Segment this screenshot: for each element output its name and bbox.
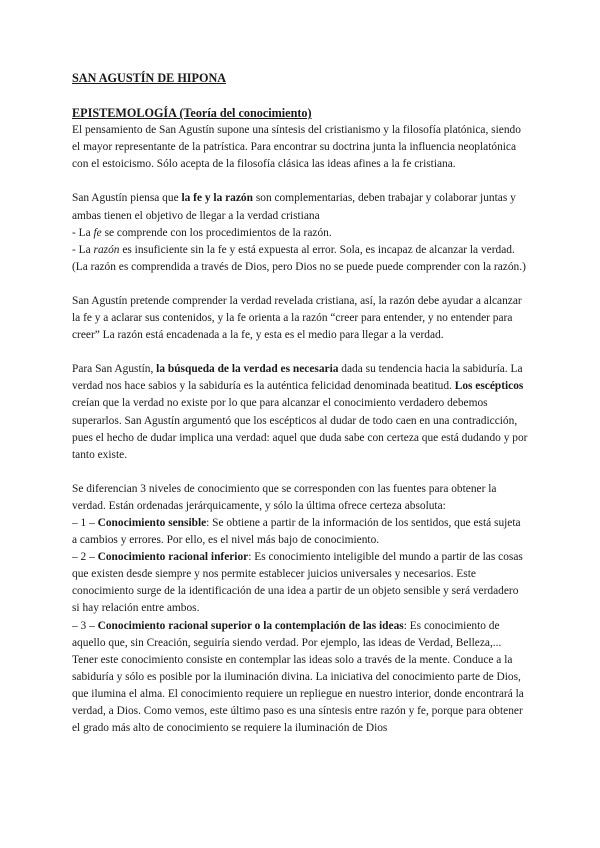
document-title: SAN AGUSTÍN DE HIPONA <box>72 71 227 85</box>
text-run: – 2 – <box>72 551 98 564</box>
text-run: dada su tendencia hacia la sabiduría. La verdad nos hace sabios y la sabiduría es la auténtica felicidad denominada beatitud. <box>72 363 523 393</box>
paragraph-reason-item <box>72 242 528 276</box>
text-run: : Es conocimiento de aquello que, sin Creación, seguiría siendo verdad. Por ejemplo, las ideas de Verdad, Belleza,... Tener este conocimiento consiste en contemplar las ideas solo a través de la mente. Conduce a la sabiduría y sólo es posible por la iluminación divina. La iniciativa del conocimiento parte de Dios, que ilumina el alma. El conocimiento requiere un repliegue en nuestro interior, donde encontrará la verdad, a Dios. Como vemos, este último paso es una síntesis entre razón y fe, porque para obtener el grado más alto de conocimiento se requiere la iluminación de Dios <box>72 619 524 735</box>
text-run: se comprende con los procedimientos de la razón. <box>101 226 332 239</box>
paragraph-faith-item <box>72 225 528 242</box>
paragraph-revealed-truth: San Agustín pretende comprender la verdad revelada cristiana, así, la razón debe ayudar a alcanzar la fe y a aclarar sus contenidos, y la fe orienta a la razón “creer para entender, y no entender para creer” La razón está encadenada a la fe, y esta es el medio para llegar a la verdad. <box>72 294 522 342</box>
paragraph-gap <box>72 344 528 361</box>
text-run: - La <box>72 226 94 239</box>
text-run: : Se obtiene a partir de la información de los sentidos, que está sujeta a cambios y errores. Por ello, es el nivel más bajo de conocimiento. <box>72 516 521 547</box>
text-run: creían que la verdad no existe por lo que para alcanzar el conocimiento verdadero debemos superarlos. San Agustín argumentó que los escépticos al dudar de todo caen en una contradicción, pues el hecho de dudar implica una verdad: aquel que duda sabe con certeza que está dudando y por tanto existe. <box>72 397 528 461</box>
paragraph-intro: El pensamiento de San Agustín supone una síntesis del cristianismo y la filosofía platónica, siendo el mayor representante de la patrística. Para encontrar su doctrina junta la influencia neoplatónica con el estoicismo. Sólo acepta de la filosofía clásica las ideas afines a la fe cristiana. <box>72 124 521 171</box>
bold-text: Conocimiento racional inferior <box>97 551 249 564</box>
paragraph-search-truth <box>72 361 528 464</box>
section-heading: EPISTEMOLOGÍA (Teoría del conocimiento) <box>72 106 312 121</box>
text-run: es insuficiente sin la fe y está expuesta al error. Sola, es incapaz de alcanzar la verdad. (La razón es comprendida a través de Dios, pero Dios no se puede puede comprender con la razón.) <box>72 243 526 273</box>
italic-text: razón <box>93 243 120 256</box>
paragraph-faith-reason <box>72 190 528 224</box>
bold-text: Conocimiento sensible <box>97 516 207 529</box>
bold-text: la búsqueda de la verdad es necesaria <box>156 363 339 376</box>
text-run: son complementarias, deben trabajar y colaborar juntas y ambas tienen el objetivo de llegar a la verdad cristiana <box>72 192 516 222</box>
text-run: : Es conocimiento inteligible del mundo a partir de las cosas que existen desde siempre y nos permite establecer juicios universales y necesarios. Este conocimiento surge de la identificación de una idea a partir de un objeto sensible y será verdadero si hay relación entre ambos. <box>72 551 523 615</box>
paragraph-levels-intro: Se diferencian 3 niveles de conocimiento que se corresponden con las fuentes para obtener la verdad. Están ordenadas jerárquicamente, y sólo la última ofrece certeza absoluta: <box>72 482 497 512</box>
text-run: Para San Agustín, <box>72 363 157 376</box>
paragraph-gap <box>72 464 528 481</box>
list-item-level-3 <box>72 618 528 738</box>
text-run: - La <box>72 243 94 256</box>
paragraph-gap <box>72 276 528 293</box>
paragraph-gap <box>72 173 528 190</box>
bold-text: Los escépticos <box>454 380 524 393</box>
text-run: – 3 – <box>72 619 98 632</box>
bold-text: la fe y la razón <box>181 192 253 205</box>
list-item-level-1 <box>72 515 528 549</box>
text-run: – 1 – <box>72 516 98 529</box>
text-run: San Agustín piensa que <box>72 192 182 205</box>
bold-text: Conocimiento racional superior o la contemplación de las ideas <box>97 619 404 632</box>
italic-text: fe <box>93 226 102 239</box>
list-item-level-2 <box>72 549 528 617</box>
